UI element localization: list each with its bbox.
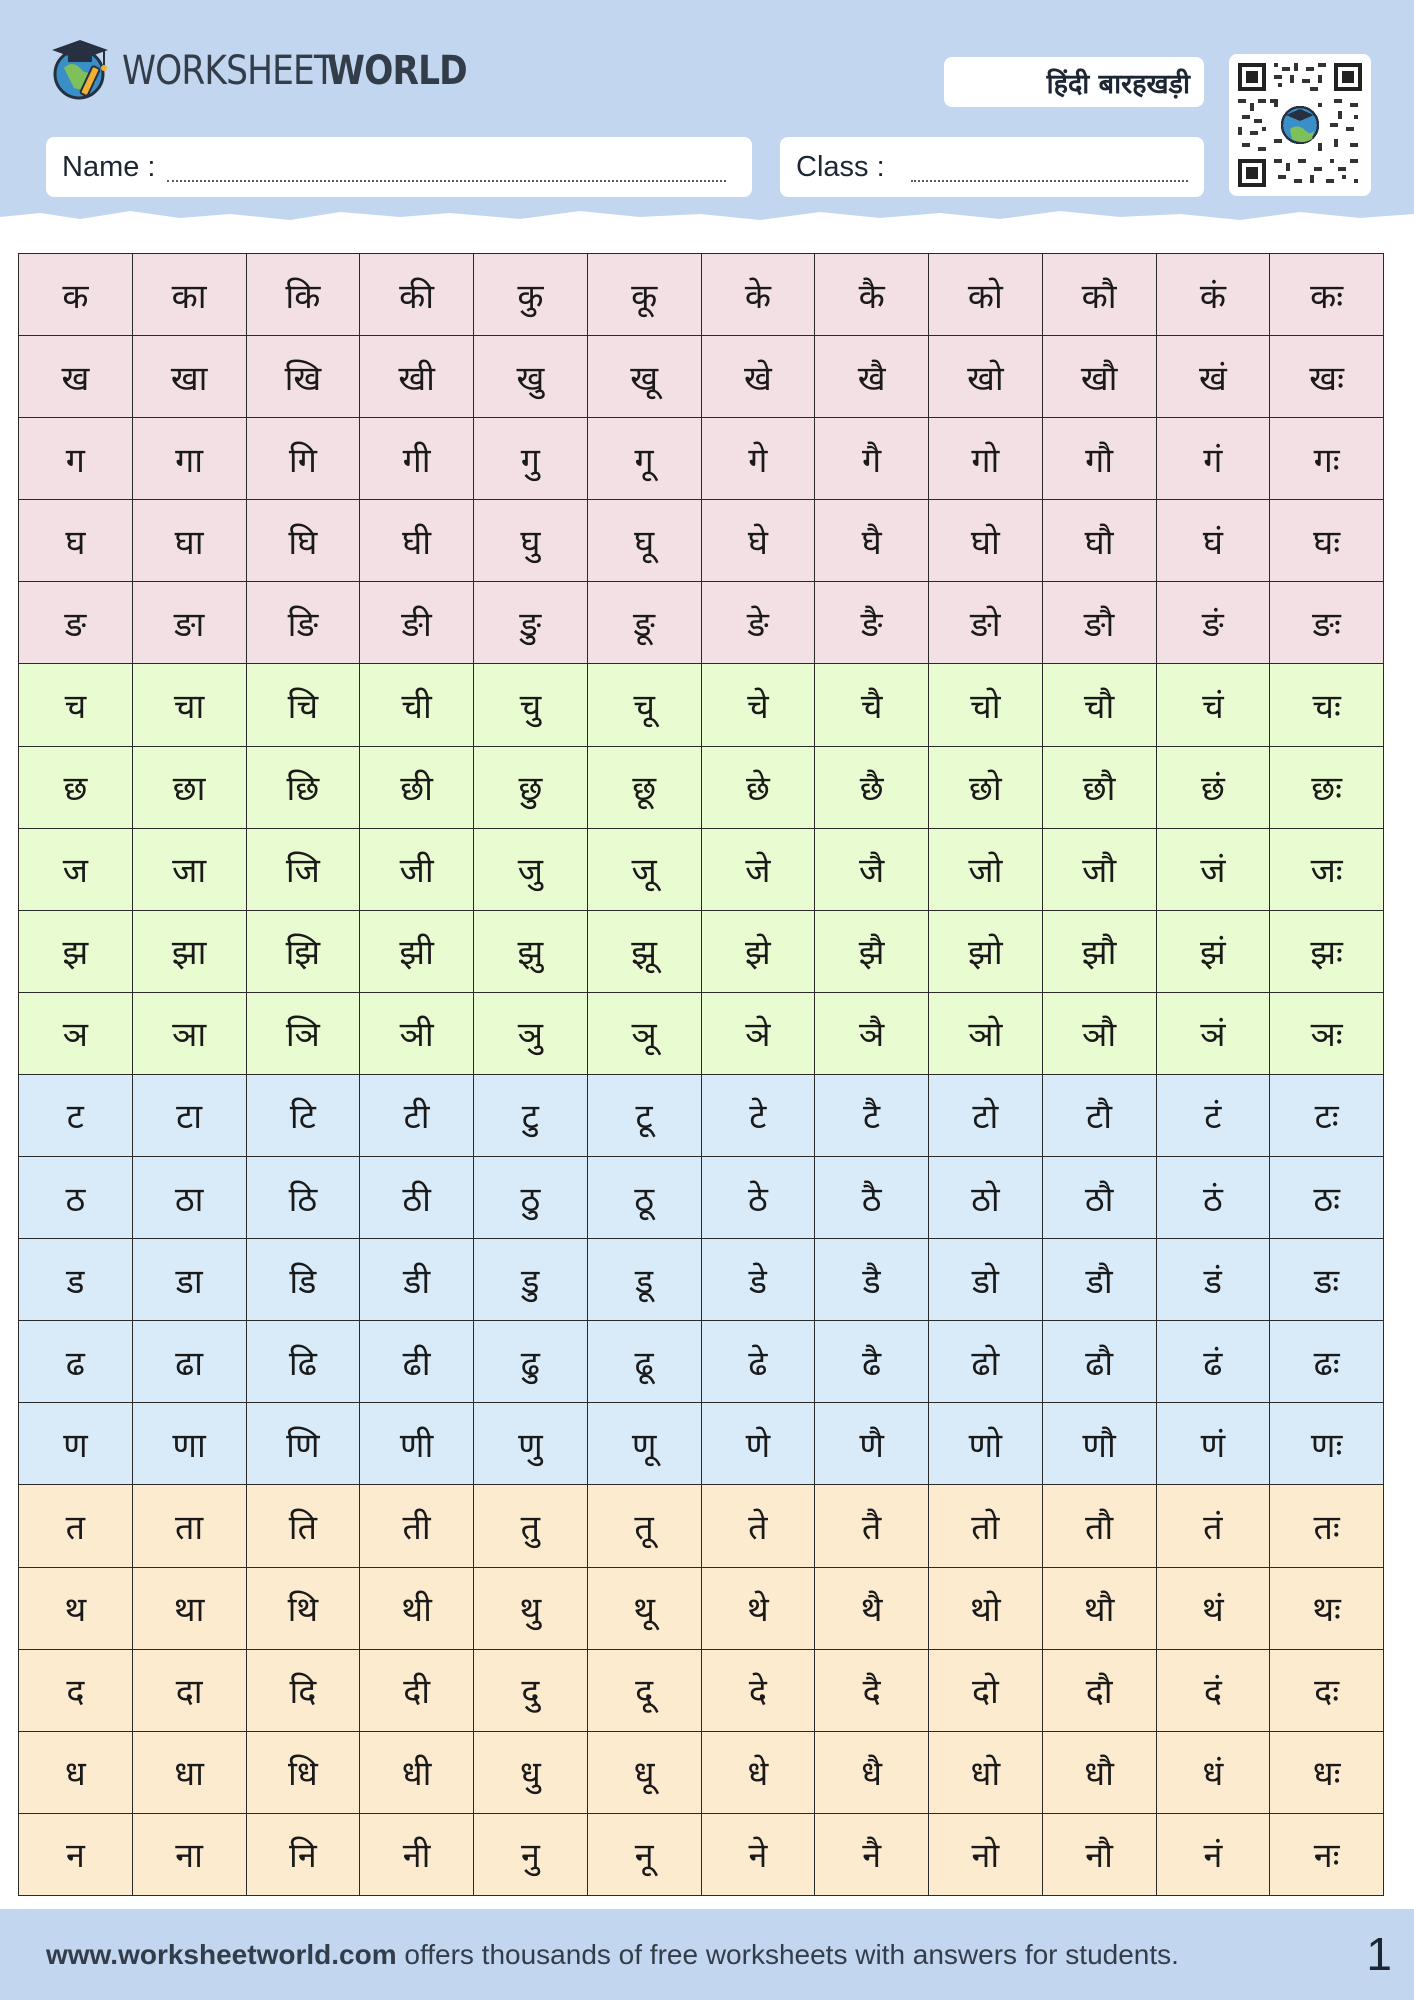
letter-cell: ङु xyxy=(474,582,588,664)
table-row xyxy=(19,910,1384,992)
table-row xyxy=(19,418,1384,500)
letter-cell: कु xyxy=(474,254,588,336)
letter-cell: नौ xyxy=(1042,1813,1156,1895)
table-row xyxy=(19,1403,1384,1485)
letter-cell: चै xyxy=(815,664,929,746)
letter-cell: थः xyxy=(1270,1567,1384,1649)
letter-cell: ठि xyxy=(246,1157,360,1239)
letter-cell: णं xyxy=(1156,1403,1270,1485)
letter-cell: ङै xyxy=(815,582,929,664)
letter-cell: छौ xyxy=(1042,746,1156,828)
letter-cell: णी xyxy=(360,1403,474,1485)
brand-bold-text: WORLD xyxy=(326,48,467,94)
letter-cell: नू xyxy=(587,1813,701,1895)
table-row xyxy=(19,582,1384,664)
letter-cell: चे xyxy=(701,664,815,746)
class-writing-line[interactable] xyxy=(911,152,1188,182)
letter-cell: ङी xyxy=(360,582,474,664)
letter-cell: दू xyxy=(587,1649,701,1731)
letter-cell: टू xyxy=(587,1074,701,1156)
letter-cell: जे xyxy=(701,828,815,910)
letter-cell: धा xyxy=(132,1731,246,1813)
letter-cell: दे xyxy=(701,1649,815,1731)
letter-cell: खः xyxy=(1270,336,1384,418)
letter-cell: ढो xyxy=(929,1321,1043,1403)
table-row xyxy=(19,1157,1384,1239)
letter-cell: धु xyxy=(474,1731,588,1813)
letter-cell: डं xyxy=(1156,1239,1270,1321)
letter-cell: झं xyxy=(1156,910,1270,992)
table-row xyxy=(19,1649,1384,1731)
letter-cell: ञो xyxy=(929,992,1043,1074)
worksheet-world-logo-icon xyxy=(46,32,116,102)
letter-cell: जै xyxy=(815,828,929,910)
letter-cell: डौ xyxy=(1042,1239,1156,1321)
letter-cell: ञः xyxy=(1270,992,1384,1074)
letter-cell: थु xyxy=(474,1567,588,1649)
letter-cell: ञू xyxy=(587,992,701,1074)
letter-cell: थै xyxy=(815,1567,929,1649)
letter-cell: जू xyxy=(587,828,701,910)
letter-cell: गः xyxy=(1270,418,1384,500)
letter-cell: ता xyxy=(132,1485,246,1567)
table-row xyxy=(19,1239,1384,1321)
letter-cell: घै xyxy=(815,500,929,582)
letter-cell: थौ xyxy=(1042,1567,1156,1649)
letter-cell: दा xyxy=(132,1649,246,1731)
letter-cell: का xyxy=(132,254,246,336)
letter-cell: ते xyxy=(701,1485,815,1567)
letter-cell: ढौ xyxy=(1042,1321,1156,1403)
letter-cell: जी xyxy=(360,828,474,910)
letter-cell: घो xyxy=(929,500,1043,582)
letter-cell: ध xyxy=(19,1731,133,1813)
letter-cell: ङू xyxy=(587,582,701,664)
letter-cell: खं xyxy=(1156,336,1270,418)
letter-cell: धौ xyxy=(1042,1731,1156,1813)
letter-cell: गू xyxy=(587,418,701,500)
letter-cell: झो xyxy=(929,910,1043,992)
letter-cell: डु xyxy=(474,1239,588,1321)
letter-cell: गो xyxy=(929,418,1043,500)
letter-cell: तः xyxy=(1270,1485,1384,1567)
letter-cell: ठी xyxy=(360,1157,474,1239)
letter-cell: खा xyxy=(132,336,246,418)
letter-cell: ढा xyxy=(132,1321,246,1403)
letter-cell: धो xyxy=(929,1731,1043,1813)
letter-cell: गौ xyxy=(1042,418,1156,500)
letter-cell: डू xyxy=(587,1239,701,1321)
letter-cell: घ xyxy=(19,500,133,582)
page-footer xyxy=(0,1909,1414,2000)
letter-cell: झः xyxy=(1270,910,1384,992)
table-row xyxy=(19,1567,1384,1649)
letter-cell: थि xyxy=(246,1567,360,1649)
letter-cell: गा xyxy=(132,418,246,500)
letter-cell: धी xyxy=(360,1731,474,1813)
letter-cell: दं xyxy=(1156,1649,1270,1731)
letter-cell: नं xyxy=(1156,1813,1270,1895)
letter-cell: ठु xyxy=(474,1157,588,1239)
letter-cell: कौ xyxy=(1042,254,1156,336)
letter-cell: कू xyxy=(587,254,701,336)
letter-cell: च xyxy=(19,664,133,746)
letter-cell: थे xyxy=(701,1567,815,1649)
table-row xyxy=(19,1074,1384,1156)
letter-cell: ठौ xyxy=(1042,1157,1156,1239)
worksheet-title: हिंदी बारहखड़ी xyxy=(944,57,1204,107)
letter-cell: टु xyxy=(474,1074,588,1156)
letter-cell: ङं xyxy=(1156,582,1270,664)
letter-cell: ने xyxy=(701,1813,815,1895)
letter-cell: घू xyxy=(587,500,701,582)
letter-cell: डि xyxy=(246,1239,360,1321)
letter-cell: दो xyxy=(929,1649,1043,1731)
letter-cell: न xyxy=(19,1813,133,1895)
letter-cell: ठे xyxy=(701,1157,815,1239)
letter-cell: ञु xyxy=(474,992,588,1074)
letter-cell: छं xyxy=(1156,746,1270,828)
letter-cell: नी xyxy=(360,1813,474,1895)
letter-cell: ठा xyxy=(132,1157,246,1239)
letter-cell: खि xyxy=(246,336,360,418)
letter-cell: नि xyxy=(246,1813,360,1895)
barahkhadi-table-body xyxy=(19,254,1384,1896)
letter-cell: ञि xyxy=(246,992,360,1074)
letter-cell: डे xyxy=(701,1239,815,1321)
letter-cell: जु xyxy=(474,828,588,910)
letter-cell: गं xyxy=(1156,418,1270,500)
letter-cell: छ xyxy=(19,746,133,828)
letter-cell: थी xyxy=(360,1567,474,1649)
letter-cell: छै xyxy=(815,746,929,828)
letter-cell: ञं xyxy=(1156,992,1270,1074)
letter-cell: झै xyxy=(815,910,929,992)
letter-cell: कै xyxy=(815,254,929,336)
letter-cell: डी xyxy=(360,1239,474,1321)
letter-cell: ङ xyxy=(19,582,133,664)
barahkhadi-table xyxy=(18,253,1384,1896)
letter-cell: दौ xyxy=(1042,1649,1156,1731)
letter-cell: घे xyxy=(701,500,815,582)
letter-cell: खो xyxy=(929,336,1043,418)
letter-cell: धू xyxy=(587,1731,701,1813)
name-field[interactable] xyxy=(46,137,752,197)
letter-cell: तौ xyxy=(1042,1485,1156,1567)
table-row xyxy=(19,1731,1384,1813)
letter-cell: घा xyxy=(132,500,246,582)
letter-cell: ङः xyxy=(1270,582,1384,664)
letter-cell: कि xyxy=(246,254,360,336)
letter-cell: छा xyxy=(132,746,246,828)
letter-cell: गी xyxy=(360,418,474,500)
letter-cell: की xyxy=(360,254,474,336)
letter-cell: चि xyxy=(246,664,360,746)
letter-cell: चः xyxy=(1270,664,1384,746)
letter-cell: धे xyxy=(701,1731,815,1813)
letter-cell: टी xyxy=(360,1074,474,1156)
letter-cell: ढि xyxy=(246,1321,360,1403)
letter-cell: णः xyxy=(1270,1403,1384,1485)
letter-cell: नो xyxy=(929,1813,1043,1895)
letter-cell: ड xyxy=(19,1239,133,1321)
letter-cell: ग xyxy=(19,418,133,500)
letter-cell: खी xyxy=(360,336,474,418)
letter-cell: थ xyxy=(19,1567,133,1649)
letter-cell: छी xyxy=(360,746,474,828)
letter-cell: णि xyxy=(246,1403,360,1485)
letter-cell: धं xyxy=(1156,1731,1270,1813)
letter-cell: ट xyxy=(19,1074,133,1156)
letter-cell: ति xyxy=(246,1485,360,1567)
letter-cell: ण xyxy=(19,1403,133,1485)
letter-cell: क xyxy=(19,254,133,336)
class-field[interactable] xyxy=(780,137,1204,197)
letter-cell: तै xyxy=(815,1485,929,1567)
table-row xyxy=(19,254,1384,336)
letter-cell: टै xyxy=(815,1074,929,1156)
letter-cell: ङे xyxy=(701,582,815,664)
letter-cell: द xyxy=(19,1649,133,1731)
letter-cell: टं xyxy=(1156,1074,1270,1156)
letter-cell: त xyxy=(19,1485,133,1567)
letter-cell: ङौ xyxy=(1042,582,1156,664)
letter-cell: थं xyxy=(1156,1567,1270,1649)
letter-cell: धः xyxy=(1270,1731,1384,1813)
letter-cell: दि xyxy=(246,1649,360,1731)
letter-cell: गु xyxy=(474,418,588,500)
letter-cell: जः xyxy=(1270,828,1384,910)
letter-cell: खे xyxy=(701,336,815,418)
letter-cell: टः xyxy=(1270,1074,1384,1156)
letter-cell: घु xyxy=(474,500,588,582)
letter-cell: ञा xyxy=(132,992,246,1074)
letter-cell: ढः xyxy=(1270,1321,1384,1403)
letter-cell: जौ xyxy=(1042,828,1156,910)
letter-cell: झ xyxy=(19,910,133,992)
letter-cell: झू xyxy=(587,910,701,992)
letter-cell: डै xyxy=(815,1239,929,1321)
letter-cell: गे xyxy=(701,418,815,500)
letter-cell: डः xyxy=(1270,1239,1384,1321)
letter-cell: चं xyxy=(1156,664,1270,746)
letter-cell: ञे xyxy=(701,992,815,1074)
letter-cell: छे xyxy=(701,746,815,828)
table-row xyxy=(19,1813,1384,1895)
letter-cell: थो xyxy=(929,1567,1043,1649)
letter-cell: ठो xyxy=(929,1157,1043,1239)
letter-cell: कः xyxy=(1270,254,1384,336)
footer-tagline: offers thousands of free worksheets with answers for students. xyxy=(396,1939,1179,1970)
letter-cell: जि xyxy=(246,828,360,910)
letter-cell: झु xyxy=(474,910,588,992)
letter-cell: झौ xyxy=(1042,910,1156,992)
letter-cell: णो xyxy=(929,1403,1043,1485)
footer-url-link[interactable]: www.worksheetworld.com xyxy=(46,1939,397,1970)
letter-cell: ठै xyxy=(815,1157,929,1239)
letter-cell: ढ xyxy=(19,1321,133,1403)
torn-paper-edge xyxy=(0,205,1414,235)
letter-cell: ढू xyxy=(587,1321,701,1403)
letter-cell: ख xyxy=(19,336,133,418)
letter-cell: ठू xyxy=(587,1157,701,1239)
brand-wordmark xyxy=(122,48,489,94)
footer-text xyxy=(46,1937,1179,1973)
letter-cell: डा xyxy=(132,1239,246,1321)
letter-cell: ज xyxy=(19,828,133,910)
letter-cell: छू xyxy=(587,746,701,828)
letter-cell: दै xyxy=(815,1649,929,1731)
letter-cell: घि xyxy=(246,500,360,582)
letter-cell: णौ xyxy=(1042,1403,1156,1485)
letter-cell: चू xyxy=(587,664,701,746)
letter-cell: तू xyxy=(587,1485,701,1567)
name-writing-line[interactable] xyxy=(167,152,726,182)
letter-cell: टौ xyxy=(1042,1074,1156,1156)
letter-cell: ची xyxy=(360,664,474,746)
letter-cell: चो xyxy=(929,664,1043,746)
letter-cell: कं xyxy=(1156,254,1270,336)
letter-cell: छो xyxy=(929,746,1043,828)
table-row xyxy=(19,746,1384,828)
table-row xyxy=(19,1321,1384,1403)
letter-cell: झा xyxy=(132,910,246,992)
letter-cell: तु xyxy=(474,1485,588,1567)
table-row xyxy=(19,992,1384,1074)
letter-cell: दी xyxy=(360,1649,474,1731)
letter-cell: ठ xyxy=(19,1157,133,1239)
letter-cell: ञै xyxy=(815,992,929,1074)
letter-cell: जो xyxy=(929,828,1043,910)
letter-cell: खु xyxy=(474,336,588,418)
letter-cell: खू xyxy=(587,336,701,418)
letter-cell: टो xyxy=(929,1074,1043,1156)
letter-cell: के xyxy=(701,254,815,336)
table-row xyxy=(19,1485,1384,1567)
letter-cell: णा xyxy=(132,1403,246,1485)
letter-cell: दः xyxy=(1270,1649,1384,1731)
letter-cell: झि xyxy=(246,910,360,992)
letter-cell: ङा xyxy=(132,582,246,664)
table-row xyxy=(19,500,1384,582)
letter-cell: को xyxy=(929,254,1043,336)
letter-cell: णु xyxy=(474,1403,588,1485)
letter-cell: घं xyxy=(1156,500,1270,582)
letter-cell: ङि xyxy=(246,582,360,664)
letter-cell: ढु xyxy=(474,1321,588,1403)
table-row xyxy=(19,664,1384,746)
letter-cell: थू xyxy=(587,1567,701,1649)
letter-cell: था xyxy=(132,1567,246,1649)
letter-cell: ती xyxy=(360,1485,474,1567)
letter-cell: झी xyxy=(360,910,474,992)
letter-cell: घः xyxy=(1270,500,1384,582)
brand-light-text: WORKSHEET xyxy=(122,48,335,94)
letter-cell: णे xyxy=(701,1403,815,1485)
letter-cell: ढी xyxy=(360,1321,474,1403)
letter-cell: छु xyxy=(474,746,588,828)
letter-cell: टा xyxy=(132,1074,246,1156)
letter-cell: नु xyxy=(474,1813,588,1895)
letter-cell: जं xyxy=(1156,828,1270,910)
letter-cell: जा xyxy=(132,828,246,910)
letter-cell: गै xyxy=(815,418,929,500)
page-number: 1 xyxy=(1366,1928,1392,1980)
letter-cell: टि xyxy=(246,1074,360,1156)
letter-cell: ढे xyxy=(701,1321,815,1403)
page-header xyxy=(0,0,1414,230)
table-row xyxy=(19,828,1384,910)
letter-cell: खौ xyxy=(1042,336,1156,418)
letter-cell: नः xyxy=(1270,1813,1384,1895)
letter-cell: ढै xyxy=(815,1321,929,1403)
letter-cell: दु xyxy=(474,1649,588,1731)
letter-cell: णू xyxy=(587,1403,701,1485)
letter-cell: छः xyxy=(1270,746,1384,828)
letter-cell: ढं xyxy=(1156,1321,1270,1403)
letter-cell: ठः xyxy=(1270,1157,1384,1239)
letter-cell: चौ xyxy=(1042,664,1156,746)
letter-cell: गि xyxy=(246,418,360,500)
letter-cell: चा xyxy=(132,664,246,746)
letter-cell: टे xyxy=(701,1074,815,1156)
table-row xyxy=(19,336,1384,418)
name-label: Name : xyxy=(62,150,156,183)
letter-cell: धि xyxy=(246,1731,360,1813)
letter-cell: ङो xyxy=(929,582,1043,664)
letter-cell: घी xyxy=(360,500,474,582)
letter-cell: ञी xyxy=(360,992,474,1074)
letter-cell: चु xyxy=(474,664,588,746)
class-label: Class : xyxy=(796,150,885,183)
letter-cell: खै xyxy=(815,336,929,418)
letter-cell: तो xyxy=(929,1485,1043,1567)
letter-cell: झे xyxy=(701,910,815,992)
qr-code-icon xyxy=(1229,54,1371,196)
letter-cell: घौ xyxy=(1042,500,1156,582)
letter-cell: तं xyxy=(1156,1485,1270,1567)
letter-cell: ञ xyxy=(19,992,133,1074)
letter-cell: छि xyxy=(246,746,360,828)
letter-cell: ठं xyxy=(1156,1157,1270,1239)
letter-cell: धै xyxy=(815,1731,929,1813)
letter-cell: डो xyxy=(929,1239,1043,1321)
letter-cell: ना xyxy=(132,1813,246,1895)
letter-cell: नै xyxy=(815,1813,929,1895)
letter-cell: णै xyxy=(815,1403,929,1485)
letter-cell: ञौ xyxy=(1042,992,1156,1074)
